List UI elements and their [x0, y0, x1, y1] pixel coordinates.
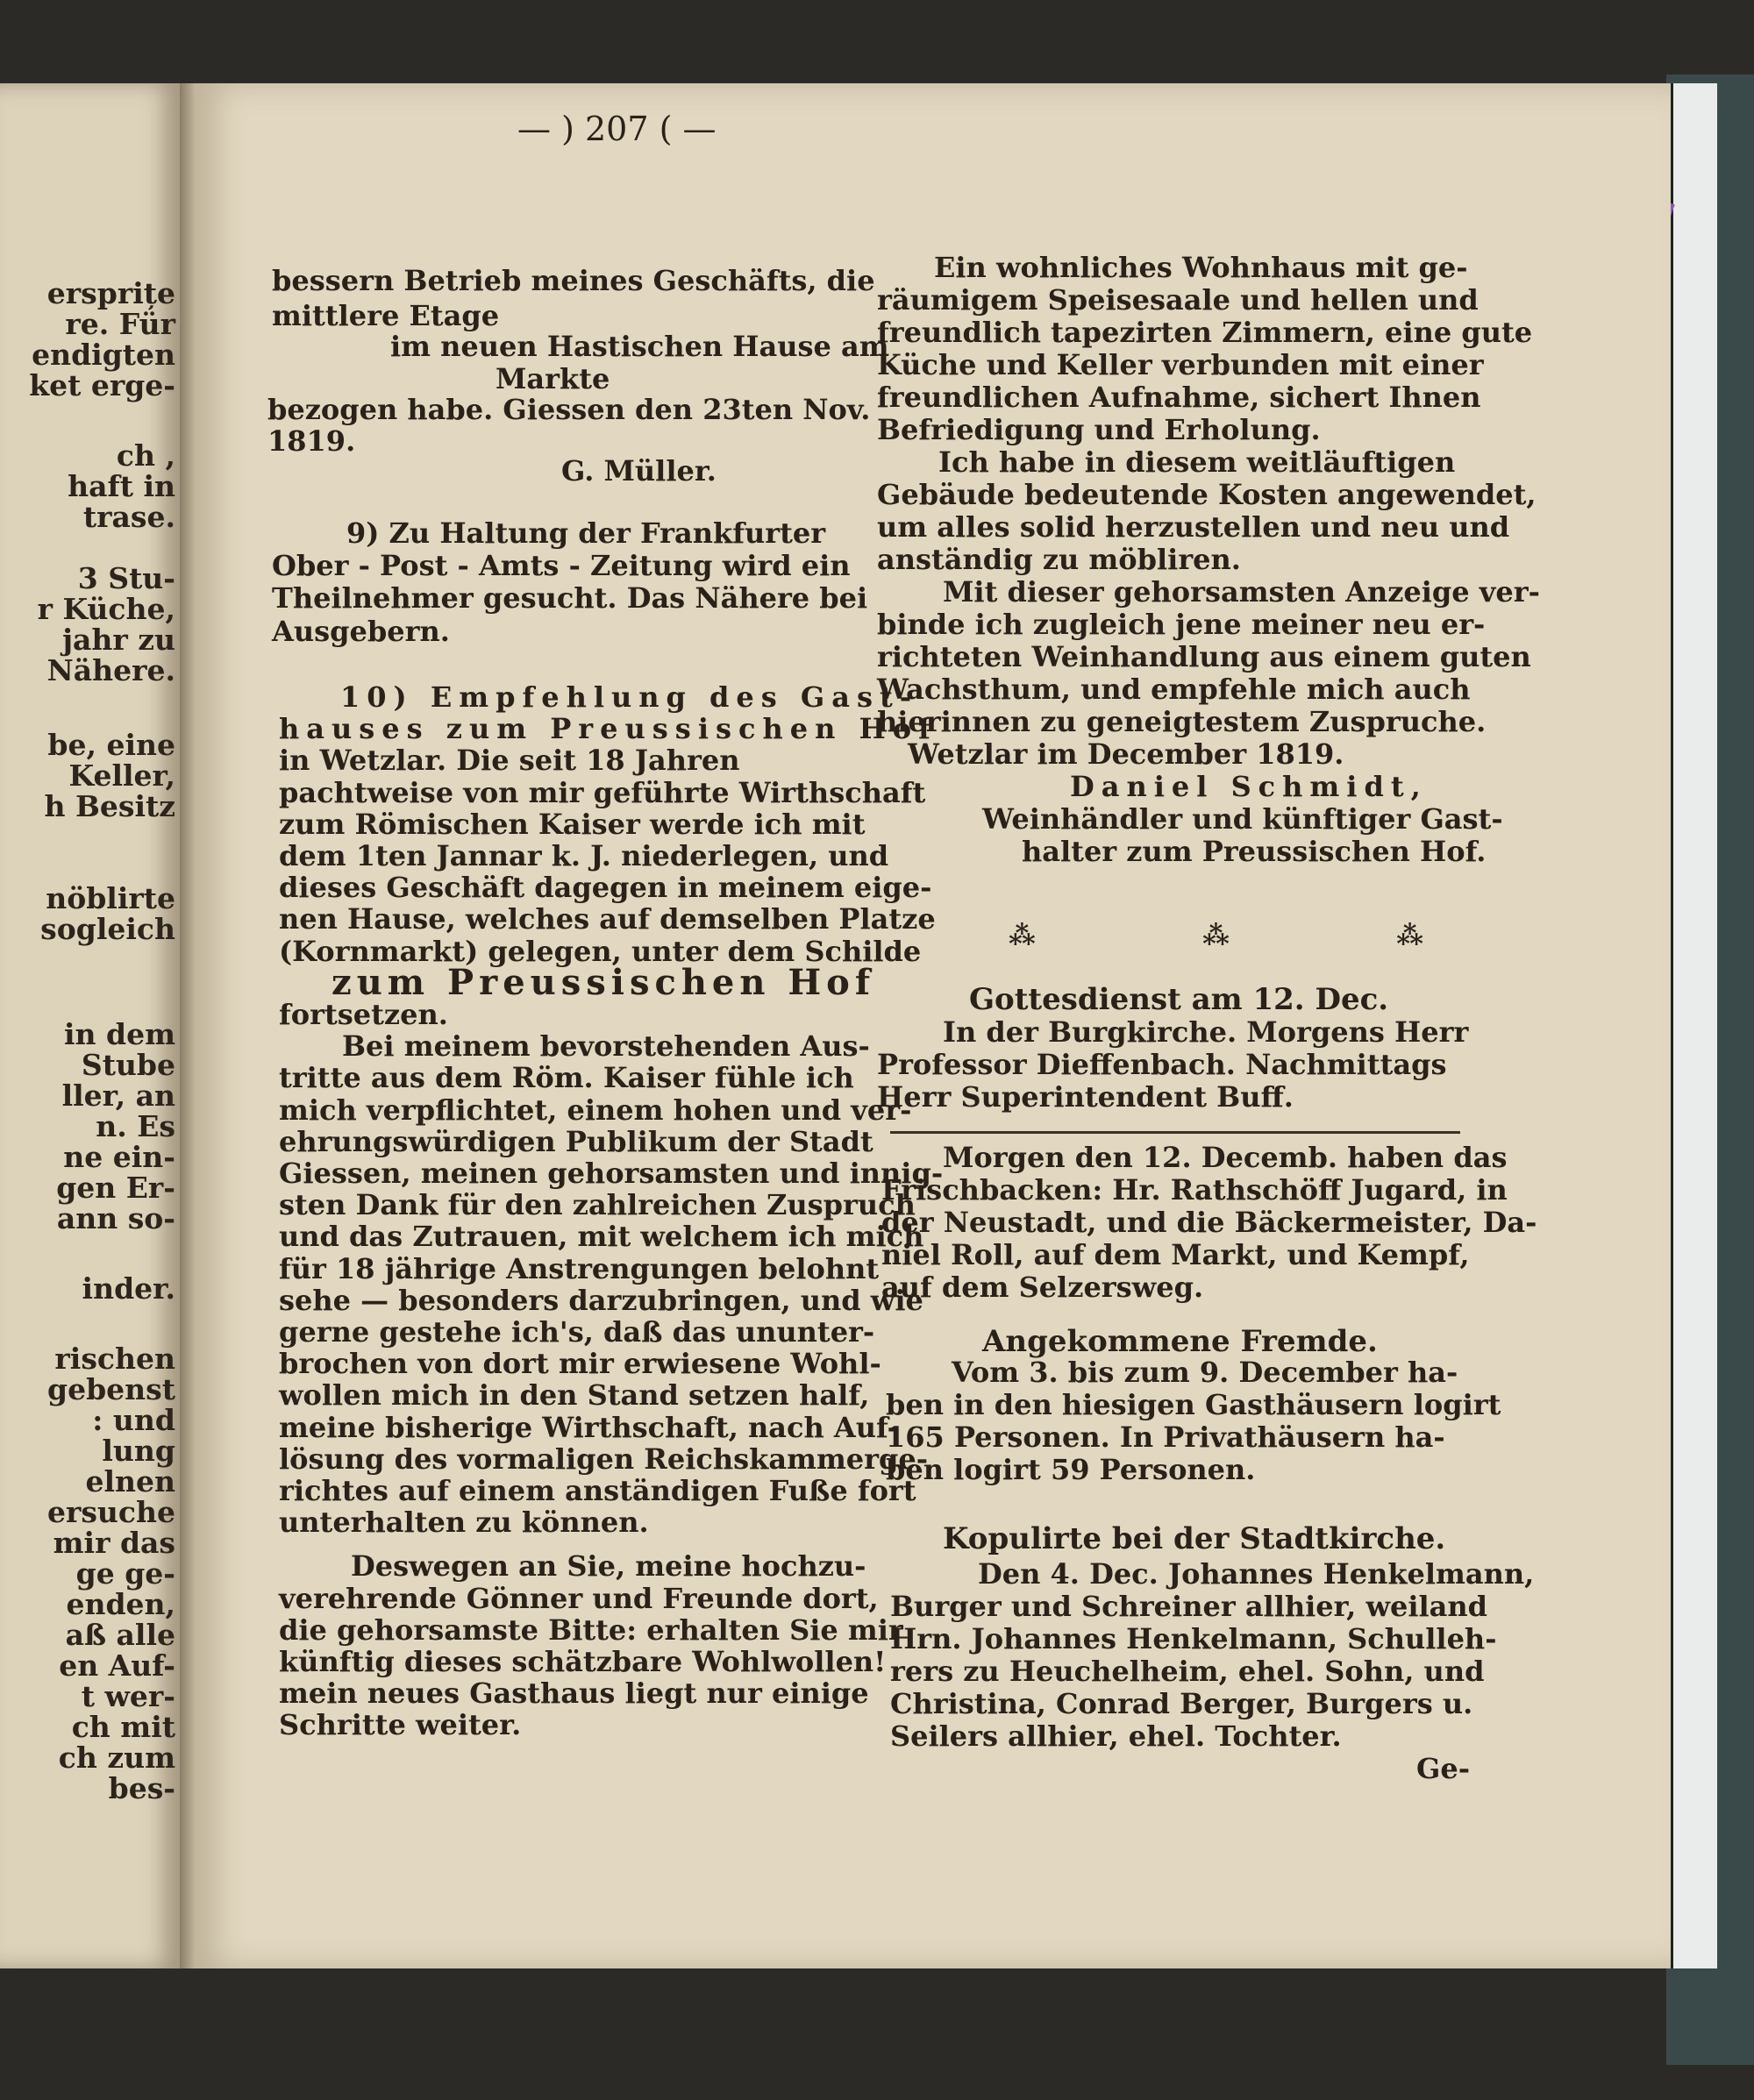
text-line: in Wetzlar. Die seit 18 Jahren: [279, 744, 740, 778]
text-line: auf dem Selzersweg.: [881, 1271, 1204, 1304]
text-line: 1819.: [267, 424, 356, 458]
text-line: niel Roll, auf dem Markt, und Kempf,: [881, 1238, 1470, 1271]
left-page-fragment: elnen: [85, 1464, 175, 1498]
text-line: bessern Betrieb meines Geschäfts, die: [272, 264, 875, 297]
left-page-fragment: 3 Stu-: [77, 561, 175, 595]
page-number-header: — ) 207 ( —: [517, 110, 717, 148]
left-page-fragment: gen Er-: [56, 1171, 175, 1205]
text-line: unterhalten zu können.: [279, 1506, 649, 1540]
left-page-fragment: gebenst: [47, 1372, 175, 1406]
left-page-fragment: ge ge-: [75, 1556, 175, 1591]
section-separator-stars: ⁂ ⁂ ⁂: [1009, 921, 1502, 951]
left-page-fragment: nöblirte: [46, 881, 175, 915]
text-line: brochen von dort mir erwiesene Wohl-: [279, 1347, 881, 1381]
left-page-fragment: sogleich: [40, 912, 175, 946]
text-line: richteten Weinhandlung aus einem guten: [877, 640, 1531, 673]
left-page-fragment: ch ,: [116, 438, 175, 473]
text-line: halter zum Preussischen Hof.: [1022, 835, 1487, 868]
signature: Daniel Schmidt,: [1070, 770, 1428, 803]
text-line: ben logirt 59 Personen.: [886, 1453, 1256, 1486]
text-line: sten Dank für den zahlreichen Zuspruch: [279, 1188, 916, 1222]
text-line: mich verpflichtet, einem hohen und ver-: [279, 1093, 912, 1127]
left-page: [0, 83, 180, 1968]
text-line: tritte aus dem Röm. Kaiser fühle ich: [279, 1061, 854, 1095]
text-line: hierinnen zu geneigtestem Zuspruche.: [877, 705, 1487, 738]
text-line: Ein wohnliches Wohnhaus mit ge-: [934, 251, 1468, 284]
text-line: Gebäude bedeutende Kosten angewendet,: [877, 478, 1537, 511]
text-line: Hrn. Johannes Henkelmann, Schulleh-: [890, 1622, 1497, 1655]
left-page-fragment: h Besitz: [44, 789, 175, 823]
text-line: dieses Geschäft dagegen in meinem eige-: [279, 871, 932, 905]
left-page-fragment: n. Es: [96, 1109, 175, 1143]
left-page-fragment: ket erge-: [29, 368, 175, 402]
left-page-fragment: : und: [92, 1403, 175, 1437]
left-page-fragment: endigten: [32, 338, 175, 372]
left-page-fragment: jahr zu: [62, 623, 175, 657]
text-line: Befriedigung und Erholung.: [877, 413, 1321, 446]
left-page-fragment: ann so-: [56, 1201, 175, 1235]
text-line: Ich habe in diesem weitläuftigen: [938, 445, 1456, 479]
left-page-fragment: re. Für: [65, 307, 175, 341]
text-line: Ausgebern.: [272, 615, 450, 648]
text-line: Mit dieser gehorsamsten Anzeige ver-: [943, 575, 1540, 609]
left-page-fragment: aß alle: [65, 1618, 175, 1652]
text-line: sehe — besonders darzubringen, und wie: [279, 1283, 923, 1317]
left-page-fragment: mir das: [53, 1526, 175, 1560]
text-line: lösung des vormaligen Reichskammerge-: [279, 1442, 929, 1476]
left-page-fragment: Nähere.: [46, 653, 175, 687]
left-page-fragment: en Auf-: [59, 1648, 175, 1683]
text-line: Bei meinem bevorstehenden Aus-: [342, 1029, 870, 1064]
left-page-fragment: inder.: [82, 1271, 175, 1306]
text-line: bezogen habe. Giessen den 23ten Nov.: [267, 393, 871, 426]
text-line: ehrungswürdigen Publikum der Stadt: [279, 1124, 873, 1158]
text-line: Herr Superintendent Buff.: [877, 1080, 1294, 1114]
text-line: Christina, Conrad Berger, Burgers u.: [890, 1687, 1473, 1720]
horizontal-rule: [890, 1131, 1460, 1134]
text-line: ben in den hiesigen Gasthäusern logirt: [886, 1388, 1501, 1421]
text-line: Deswegen an Sie, meine hochzu-: [351, 1549, 866, 1584]
text-line: Schritte weiter.: [279, 1708, 522, 1742]
text-line: künftig dieses schätzbare Wohlwollen!: [279, 1645, 887, 1678]
text-line: im neuen Hastischen Hause am: [390, 330, 889, 363]
text-line: räumigem Speisesaale und hellen und: [877, 283, 1479, 317]
text-line: Den 4. Dec. Johannes Henkelmann,: [978, 1557, 1535, 1591]
cover-edge: [1671, 83, 1717, 1968]
text-line: Giessen, meinen gehorsamsten und innig-: [279, 1157, 944, 1190]
text-line: mittlere Etage: [272, 299, 500, 332]
text-line: freundlich tapezirten Zimmern, eine gute: [877, 316, 1533, 349]
text-line: Burger und Schreiner allhier, weiland: [890, 1590, 1488, 1623]
inn-name-heading: zum Preussischen Hof: [332, 961, 876, 1003]
text-line: verehrende Gönner und Freunde dort,: [279, 1581, 879, 1615]
text-line: rers zu Heuchelheim, ehel. Sohn, und: [890, 1655, 1485, 1688]
text-line: Küche und Keller verbunden mit einer: [877, 348, 1484, 381]
left-page-fragment: ersprițe: [46, 276, 175, 310]
section-heading: Angekommene Fremde.: [982, 1324, 1378, 1359]
text-line: Theilnehmer gesucht. Das Nähere bei: [272, 581, 868, 615]
text-line: und das Zutrauen, mit welchem ich mich: [279, 1220, 924, 1254]
left-page-fragment: ne ein-: [63, 1140, 175, 1174]
text-line: mein neues Gasthaus liegt nur einige: [279, 1676, 869, 1711]
text-line: dem 1ten Jannar k. J. niederlegen, und: [279, 839, 889, 872]
left-page-fragment: haft in: [68, 469, 175, 503]
text-line: In der Burgkirche. Morgens Herr: [943, 1015, 1469, 1049]
left-page-fragment: trase.: [82, 500, 175, 534]
left-page-fragment: be, eine: [47, 728, 175, 762]
text-line: wollen mich in den Stand setzen half,: [279, 1378, 870, 1413]
left-page-fragment: lung: [102, 1434, 175, 1468]
text-line: pachtweise von mir geführte Wirthschaft: [279, 775, 926, 809]
left-page-fragment: Stube: [81, 1048, 175, 1082]
text-line: um alles solid herzustellen und neu und: [877, 510, 1510, 544]
text-line: Seilers allhier, ehel. Tochter.: [890, 1719, 1342, 1753]
left-page-fragment: r Küche,: [37, 592, 175, 626]
left-page-fragment: Keller,: [68, 758, 175, 793]
text-line: anständig zu möbliren.: [877, 543, 1241, 576]
left-page-fragment: ller, an: [61, 1078, 175, 1113]
text-line: Frischbacken: Hr. Rathschöff Jugard, in: [881, 1173, 1508, 1207]
text-line: Professor Dieffenbach. Nachmittags: [877, 1048, 1447, 1081]
left-page-fragment: enden,: [66, 1587, 175, 1621]
text-line: Weinhändler und künftiger Gast-: [982, 802, 1503, 836]
text-line: der Neustadt, und die Bäckermeister, Da-: [881, 1206, 1537, 1239]
text-line: freundlichen Aufnahme, sichert Ihnen: [877, 381, 1481, 414]
text-line: Ge-: [1416, 1752, 1470, 1785]
text-line: binde ich zugleich jene meiner neu er-: [877, 608, 1486, 641]
text-line: fortsetzen.: [279, 998, 448, 1031]
text-line: Wachsthum, und empfehle mich auch: [877, 673, 1471, 706]
left-page-fragment: ch zum: [58, 1741, 175, 1775]
text-line: Vom 3. bis zum 9. December ha-: [952, 1356, 1458, 1389]
text-line: meine bisherige Wirthschaft, nach Auf-: [279, 1410, 899, 1444]
left-page-fragment: ch mit: [71, 1710, 175, 1744]
left-page-fragment: ersuche: [46, 1495, 175, 1529]
text-line: für 18 jährige Anstrengungen belohnt: [279, 1251, 880, 1285]
text-line: die gehorsamste Bitte: erhalten Sie mir: [279, 1612, 903, 1647]
text-line: hauses zum Preussischen Hof: [279, 712, 938, 746]
left-page-fragment: rischen: [54, 1342, 175, 1376]
signature: G. Müller.: [561, 454, 717, 488]
text-line: (Kornmarkt) gelegen, unter dem Schilde: [279, 934, 922, 968]
text-line: Markte: [496, 362, 610, 395]
section-heading: Kopulirte bei der Stadtkirche.: [943, 1521, 1446, 1556]
text-line: Ober - Post - Amts - Zeitung wird ein: [272, 549, 851, 582]
text-line: Morgen den 12. Decemb. haben das: [943, 1141, 1508, 1174]
text-line: nen Hause, welches auf demselben Platze: [279, 902, 936, 936]
text-line: gerne gestehe ich's, daß das ununter-: [279, 1315, 875, 1349]
left-page-fragment: in dem: [63, 1017, 175, 1051]
left-page-fragment: t wer-: [81, 1679, 175, 1713]
left-page-fragment: bes-: [108, 1771, 175, 1805]
text-line: Wetzlar im December 1819.: [908, 737, 1344, 771]
text-line: 10) Empfehlung des Gast-: [340, 680, 919, 714]
text-line: 165 Personen. In Privathäusern ha-: [886, 1420, 1445, 1454]
text-line: zum Römischen Kaiser werde ich mit: [279, 807, 866, 841]
text-line: 9) Zu Haltung der Frankfurter: [346, 516, 826, 550]
text-line: richtes auf einem anständigen Fuße fort: [279, 1474, 916, 1507]
section-heading: Gottesdienst am 12. Dec.: [969, 982, 1389, 1017]
